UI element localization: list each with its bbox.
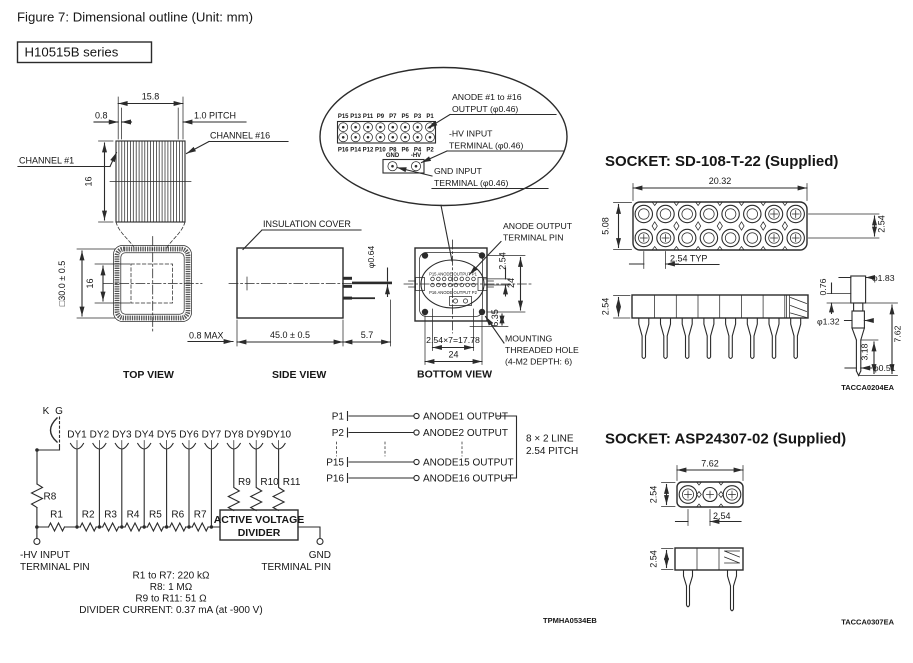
dim-width: 7.62 xyxy=(701,458,719,469)
pin-stub xyxy=(343,297,352,300)
ext-lines xyxy=(633,184,807,201)
dynode-wires xyxy=(77,450,211,528)
series-badge-label: H10515B series xyxy=(24,44,119,60)
svg-text:R1: R1 xyxy=(50,509,63,521)
leader-arrow xyxy=(470,242,502,275)
svg-text:R3: R3 xyxy=(104,509,117,521)
mount-callout-3: (4-M2 DEPTH: 6) xyxy=(505,356,573,367)
svg-text:P13: P13 xyxy=(350,113,361,120)
svg-text:P8: P8 xyxy=(389,147,397,154)
anode1-output: ANODE1 OUTPUT xyxy=(423,411,509,423)
anode-callout-2: TERMINAL PIN xyxy=(503,232,564,243)
ext-lines xyxy=(614,203,632,250)
svg-text:P6: P6 xyxy=(401,147,409,154)
body xyxy=(237,248,343,318)
dim-height: 5.08 xyxy=(600,217,611,235)
dim-hole-span-v: 24 xyxy=(506,277,516,289)
dim-height: 16 xyxy=(83,176,94,187)
pin-stub xyxy=(343,285,352,288)
dim-pin-len: 5.7 xyxy=(360,330,374,340)
dim-row-gap: 2.54 xyxy=(876,215,887,233)
bottom-pin-grid xyxy=(431,277,476,287)
junction-dot xyxy=(35,448,39,452)
mounting-hole xyxy=(479,252,485,258)
p1-terminal xyxy=(414,413,419,418)
gnd-callout-1: GND INPUT xyxy=(434,166,482,176)
svg-text:P9: P9 xyxy=(376,113,385,120)
dim-body-h: 2.54 xyxy=(648,550,659,568)
gnd-terminal-label-2: TERMINAL PIN xyxy=(261,562,331,573)
bracket xyxy=(497,416,517,478)
socket-sd-title: SOCKET: SD-108-T-22 (Supplied) xyxy=(605,153,839,170)
hv-terminal xyxy=(34,539,40,545)
dim-pitch: 2.54 xyxy=(713,511,731,521)
divider-label-2: DIVIDER xyxy=(237,527,281,539)
pin-barrel xyxy=(852,311,864,328)
p2-wire xyxy=(348,428,414,437)
bracket-label-2: 2.54 PITCH xyxy=(526,446,579,457)
hv-terminal-label-2: TERMINAL PIN xyxy=(20,562,90,573)
ext-lines xyxy=(809,214,880,238)
socket-sd-code: TACCA0204EA xyxy=(841,383,894,392)
pin-stub xyxy=(343,277,352,280)
r8-label: R8 xyxy=(43,491,57,503)
dim-length: 45.0 ± 0.5 xyxy=(270,330,310,340)
pin-p15: P15 xyxy=(326,457,344,469)
svg-text:P11: P11 xyxy=(362,113,374,120)
svg-text:DY2: DY2 xyxy=(89,429,110,441)
svg-text:P14: P14 xyxy=(350,147,361,154)
mounting-hole xyxy=(422,252,428,258)
p15-wire xyxy=(348,458,414,467)
anode-callout-1: ANODE #1 to #16 xyxy=(452,92,522,102)
hv-pin-dot xyxy=(415,165,418,168)
pin-neck xyxy=(854,303,863,311)
svg-text:R9: R9 xyxy=(238,477,251,488)
dim-flange: 0.76 xyxy=(818,278,828,296)
svg-text:DY6: DY6 xyxy=(179,429,199,441)
svg-text:R11: R11 xyxy=(282,477,301,488)
svg-text:P15: P15 xyxy=(337,113,349,120)
cathode-symbol xyxy=(51,418,58,442)
mount-callout-2: THREADED HOLE xyxy=(505,345,579,355)
svg-text:R9 to R11: 51 Ω: R9 to R11: 51 Ω xyxy=(135,593,207,605)
inner-text-top: P15 ANODE OUTPUT P1 xyxy=(429,271,477,277)
hv-label: -HV xyxy=(410,153,422,159)
anode-output-lines xyxy=(326,412,578,485)
svg-text:DY8: DY8 xyxy=(224,429,244,441)
svg-text:P7: P7 xyxy=(389,113,397,120)
bottom-view xyxy=(404,221,579,381)
inner-text-bottom: P16 ANODE OUTPUT P2 xyxy=(429,290,477,295)
dynode-labels xyxy=(67,430,291,441)
side-body-details xyxy=(697,548,740,570)
channel-face-drawing xyxy=(18,92,288,249)
contact-plus-marks xyxy=(640,211,799,242)
dim-tip-len: 3.18 xyxy=(859,343,870,361)
side-body-details xyxy=(655,295,807,318)
ext-lines xyxy=(614,296,631,319)
svg-text:DY4: DY4 xyxy=(134,429,154,441)
svg-text:P12: P12 xyxy=(362,147,374,154)
top-view-label: TOP VIEW xyxy=(123,369,174,381)
gnd-callout-2: TERMINAL (φ0.46) xyxy=(434,178,509,188)
top-view xyxy=(57,237,233,382)
p2-terminal xyxy=(414,430,419,435)
p16-wire xyxy=(348,474,414,483)
pin-grid xyxy=(339,123,435,142)
dim-pitch: 2.54 TYP xyxy=(670,253,708,264)
input-terminal-box xyxy=(383,160,424,174)
magnify-cone xyxy=(116,222,185,249)
dim-height: 2.54 xyxy=(648,485,659,504)
socket-asp-code: TACCA0307EA xyxy=(841,617,894,627)
dim-hole-edge: 6.35 xyxy=(490,309,500,327)
divider-circuit xyxy=(20,406,331,616)
mount-callout-1: MOUNTING xyxy=(505,333,553,344)
header xyxy=(17,10,253,63)
dim-edge: 0.8 xyxy=(95,110,108,121)
ext-lines xyxy=(662,483,676,507)
pin-p2: P2 xyxy=(331,428,344,439)
socket-pin xyxy=(728,570,737,611)
dim-length: 7.62 xyxy=(892,325,903,343)
bus-resistor-labels xyxy=(50,510,207,521)
anode16-output: ANODE16 OUTPUT xyxy=(423,473,514,485)
svg-text:P1: P1 xyxy=(426,113,434,120)
inner-outline xyxy=(420,253,483,317)
anode2-output: ANODE2 OUTPUT xyxy=(423,428,509,439)
pin-head xyxy=(851,276,866,303)
dim-pin-span: 2.54×7=17.78 xyxy=(426,335,480,345)
grid-label: G xyxy=(55,406,63,417)
anode-callout-1: ANODE OUTPUT xyxy=(503,221,573,231)
svg-text:R4: R4 xyxy=(126,509,140,521)
dim-width: 20.32 xyxy=(708,176,732,186)
socket-asp-title: SOCKET: ASP24307-02 (Supplied) xyxy=(605,430,847,448)
dim-window: 16 xyxy=(85,278,95,289)
svg-text:P10: P10 xyxy=(375,147,386,154)
ext-lines xyxy=(644,252,666,269)
svg-text:R7: R7 xyxy=(193,509,207,521)
dynode-symbols xyxy=(71,444,286,450)
gnd-pin xyxy=(453,299,457,303)
svg-text:P2: P2 xyxy=(426,147,434,154)
p1-wire xyxy=(348,412,414,421)
gnd-wire xyxy=(298,527,320,539)
channel-1-label: CHANNEL #1 xyxy=(19,155,75,166)
dim-outer: □30.0 ± 0.5 xyxy=(57,260,67,307)
svg-text:P3: P3 xyxy=(413,113,422,120)
socket-sd-section xyxy=(601,153,903,392)
svg-text:R6: R6 xyxy=(171,509,185,521)
underline-leader xyxy=(243,230,361,250)
divider-label-1: ACTIVE VOLTAGE xyxy=(213,514,305,526)
ext-lines xyxy=(827,294,851,304)
svg-text:R2: R2 xyxy=(81,509,95,521)
insulation-cover-label: INSULATION COVER xyxy=(263,219,351,229)
socket-pin xyxy=(684,570,693,607)
bottom-view-label: BOTTOM VIEW xyxy=(417,368,493,381)
svg-text:P5: P5 xyxy=(401,113,409,120)
gnd-pin-dot xyxy=(391,165,394,168)
socket-pins xyxy=(639,318,801,359)
hv-callout-2: TERMINAL (φ0.46) xyxy=(449,140,524,151)
pin-p16: P16 xyxy=(326,473,344,485)
svg-text:DY7: DY7 xyxy=(201,429,222,441)
hv-callout-1: -HV INPUT xyxy=(449,128,493,139)
svg-text:DY3: DY3 xyxy=(112,429,132,441)
p16-terminal xyxy=(414,475,419,480)
anode15-output: ANODE15 OUTPUT xyxy=(423,457,514,469)
gnd-terminal xyxy=(317,539,323,545)
pin-detail xyxy=(817,273,903,376)
figure-title: Figure 7: Dimensional outline (Unit: mm) xyxy=(17,9,253,25)
ellipsis-dashes xyxy=(337,442,463,456)
dim-hole-span-h: 24 xyxy=(448,349,459,360)
svg-text:R8: 1 MΩ: R8: 1 MΩ xyxy=(149,582,193,593)
mounting-hole xyxy=(479,309,485,315)
dim-gap: 0.8 MAX xyxy=(189,330,224,341)
svg-text:DY1: DY1 xyxy=(67,429,87,441)
anode-pin xyxy=(352,282,392,285)
bracket-label-1: 8 × 2 LINE xyxy=(526,433,574,445)
socket-contacts xyxy=(635,205,804,246)
svg-text:R1 to R7: 220 kΩ: R1 to R7: 220 kΩ xyxy=(132,570,210,582)
dim-head-dia: φ1.83 xyxy=(872,273,895,283)
svg-text:R10: R10 xyxy=(260,477,279,488)
hv-pin xyxy=(463,299,467,303)
dim-pitch: 1.0 PITCH xyxy=(194,110,237,121)
mounting-hole xyxy=(422,309,428,315)
svg-text:DY9: DY9 xyxy=(246,429,266,441)
dim-pin-dia: φ0.64 xyxy=(366,245,376,269)
svg-text:R5: R5 xyxy=(149,509,162,521)
circuit-notes xyxy=(79,571,262,617)
tail-resistor-labels xyxy=(238,477,301,488)
ext-lines xyxy=(688,510,710,526)
svg-text:DY5: DY5 xyxy=(156,429,177,441)
dim-body-h: 2.54 xyxy=(600,297,611,316)
side-view-label: SIDE VIEW xyxy=(272,369,327,381)
leader-arrow xyxy=(187,142,210,154)
channel-16-label: CHANNEL #16 xyxy=(210,130,271,141)
gnd-label: GND xyxy=(385,153,400,159)
pin-p1: P1 xyxy=(331,411,344,423)
svg-text:P16: P16 xyxy=(337,147,349,154)
svg-text:DIVIDER CURRENT: 0.37 mA (at -: DIVIDER CURRENT: 0.37 mA (at -900 V) xyxy=(79,605,263,616)
dim-tip-dia: φ0.51 xyxy=(873,363,896,373)
svg-text:DY10: DY10 xyxy=(266,429,292,441)
socket-asp-section xyxy=(605,431,895,627)
hv-terminal-label-1: -HV INPUT xyxy=(20,550,70,561)
side-view xyxy=(229,219,392,381)
contact-plus-marks xyxy=(685,491,736,498)
resistor-r8 xyxy=(32,484,43,508)
hv-pin xyxy=(352,297,375,299)
doc-code: TPMHA0534EB xyxy=(543,616,597,625)
p15-terminal xyxy=(414,459,419,464)
dim-width: 15.8 xyxy=(141,91,160,102)
dim-barrel-dia: φ1.32 xyxy=(817,316,840,327)
anode-callout-2: OUTPUT (φ0.46) xyxy=(452,104,519,114)
leader-arrow xyxy=(397,168,432,177)
dynode-stubs xyxy=(77,441,279,449)
leader-arrow xyxy=(422,151,448,163)
dim-row-gap: 2.54 xyxy=(497,252,508,270)
gnd-terminal-label-1: GND xyxy=(308,550,331,561)
svg-text:P4: P4 xyxy=(413,147,422,154)
cathode-label: K xyxy=(42,406,50,417)
ext-lines xyxy=(662,549,674,570)
pin-labels-top xyxy=(338,114,434,120)
cell-diamonds xyxy=(652,222,787,230)
